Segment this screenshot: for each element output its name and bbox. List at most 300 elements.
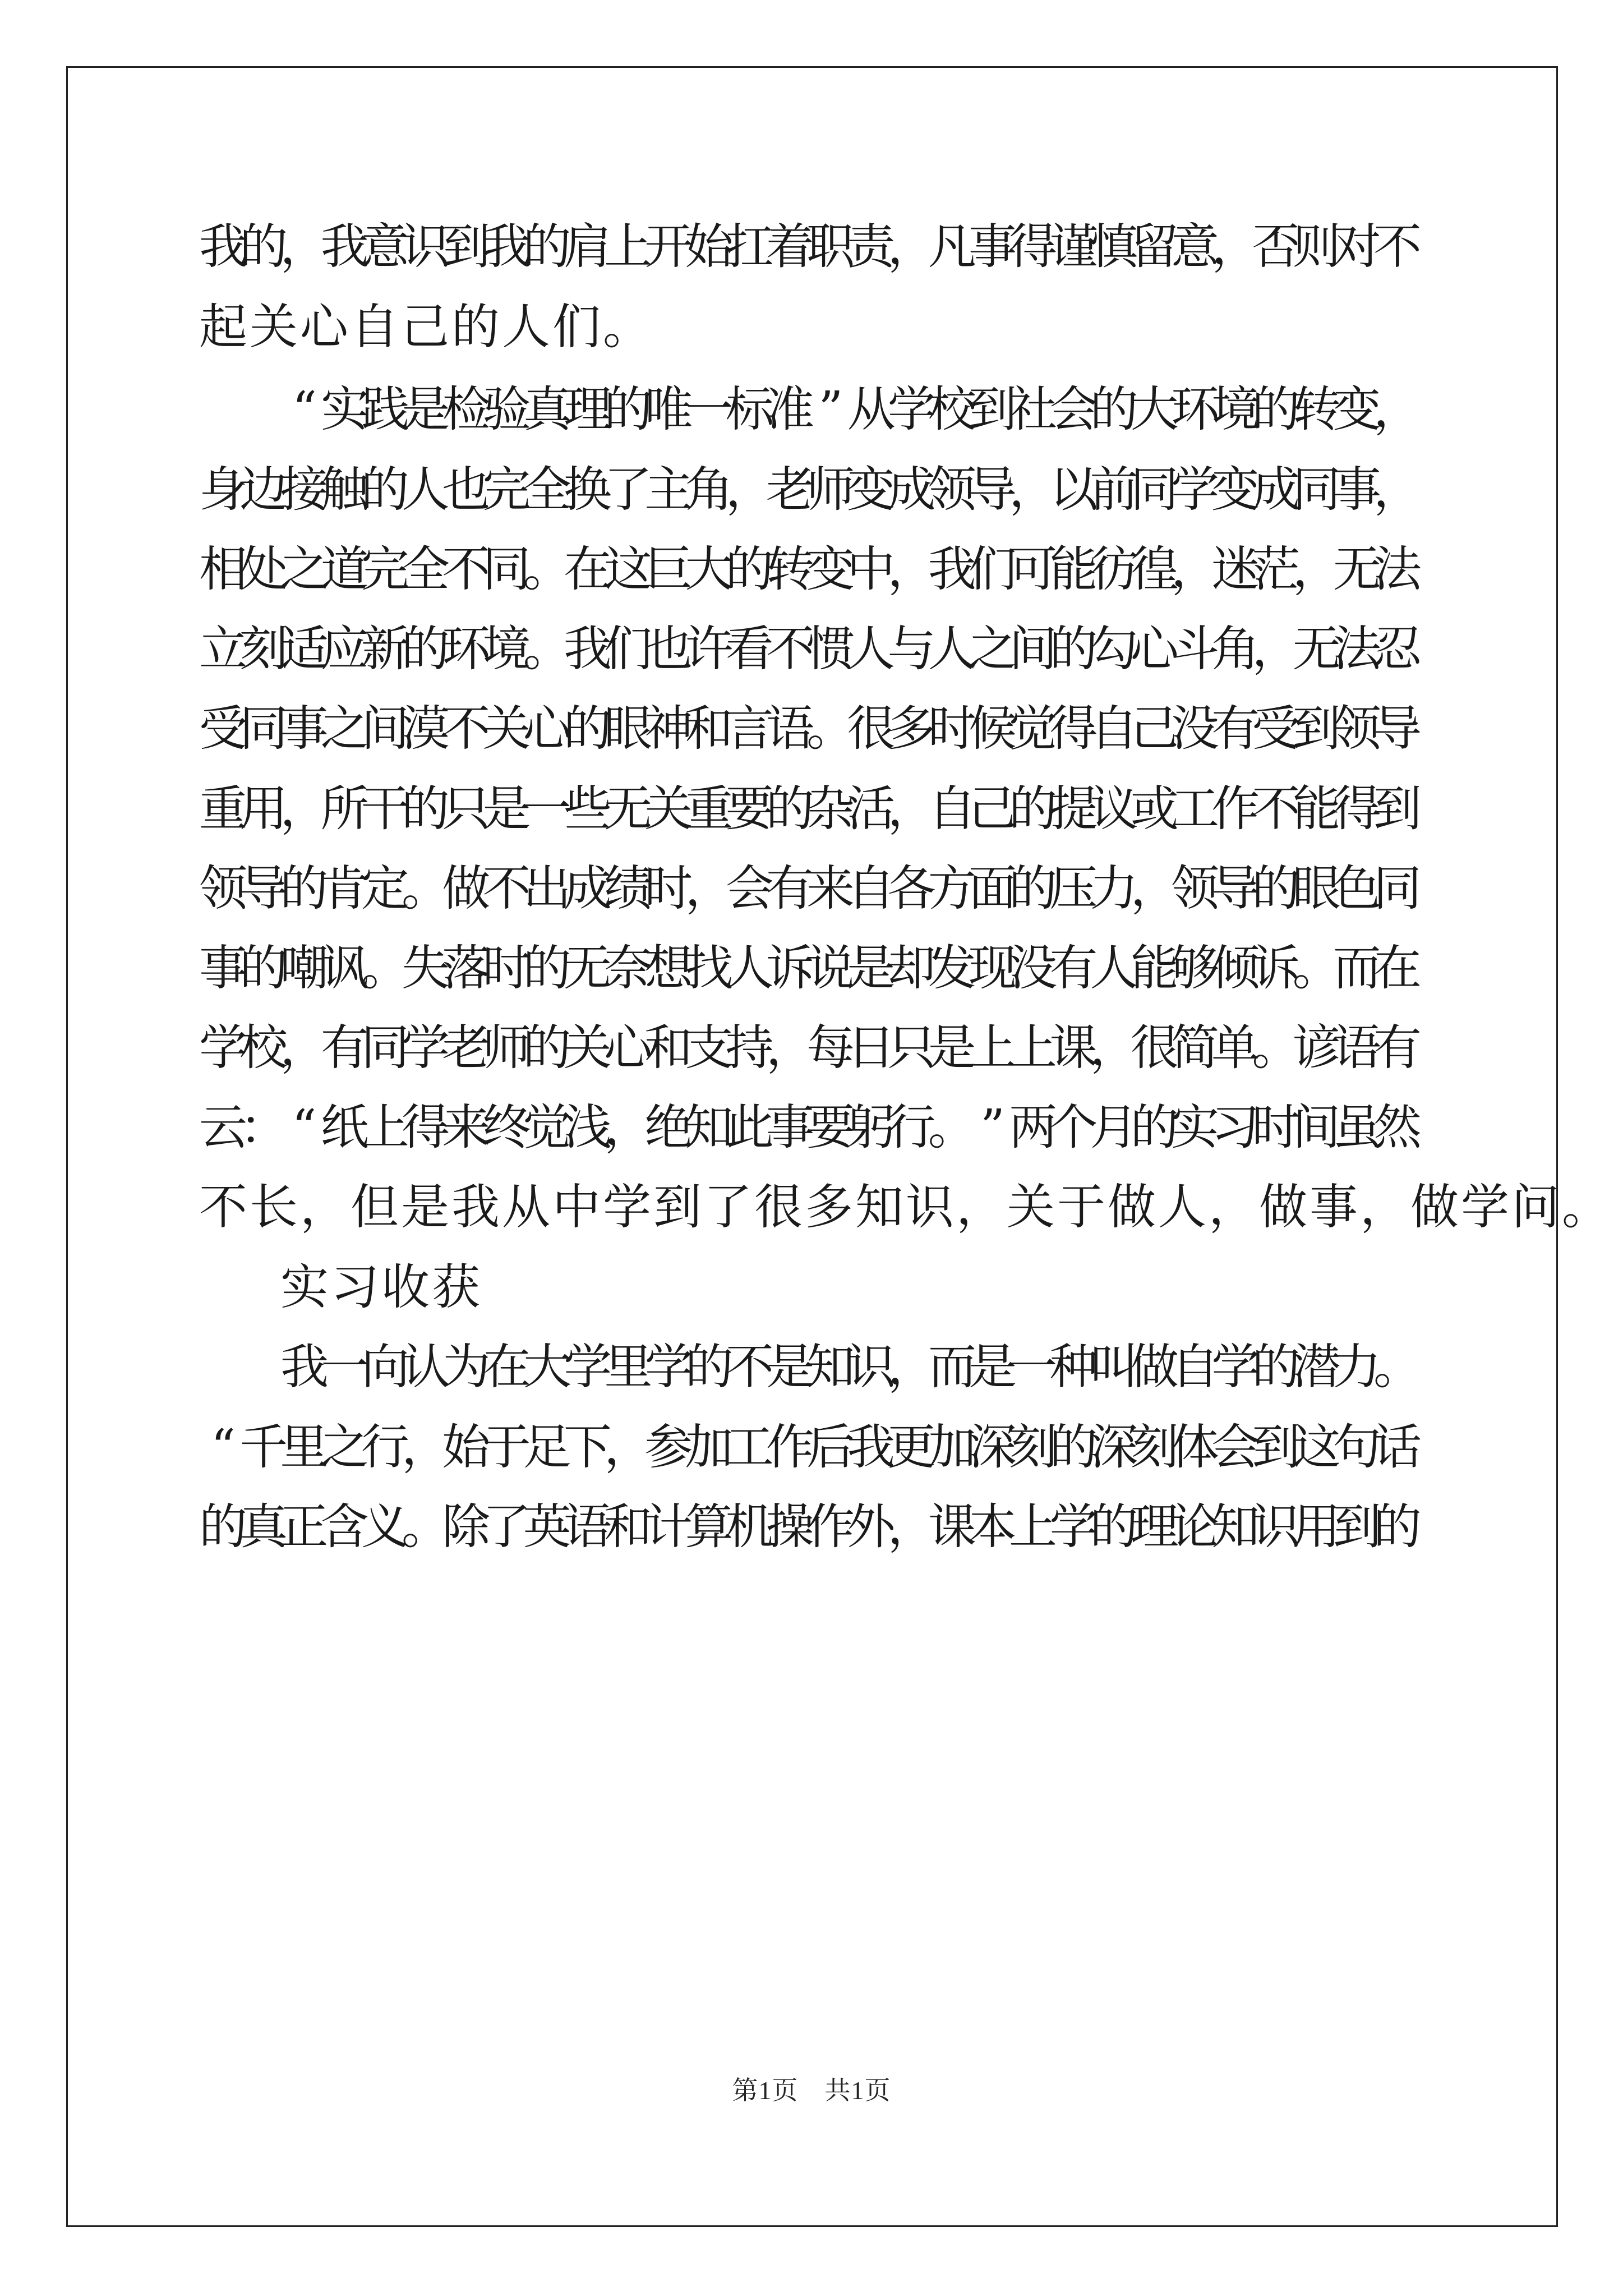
glyph: 不 (1252, 781, 1301, 837)
glyph: 有 (320, 1020, 369, 1076)
glyph: 时 (482, 940, 531, 996)
glyph: 深 (968, 1419, 1017, 1475)
glyph: 之 (280, 541, 329, 597)
glyph: 单 (1211, 1020, 1260, 1076)
glyph: 大 (685, 541, 734, 597)
glyph: 同 (1292, 462, 1341, 518)
glyph: 觉 (1009, 701, 1058, 757)
text-line (199, 1414, 1422, 1481)
glyph: 有 (1211, 701, 1260, 757)
glyph: 们 (552, 299, 601, 355)
glyph: 真 (523, 381, 572, 438)
glyph: 的 (1373, 1499, 1422, 1555)
glyph: 叫 (1090, 1339, 1138, 1395)
glyph: 上 (604, 219, 653, 275)
glyph: 参 (644, 1419, 693, 1475)
glyph: 眼 (604, 701, 653, 757)
glyph: 关 (1007, 1179, 1055, 1235)
glyph: 或 (1130, 781, 1179, 837)
glyph: 环 (442, 621, 491, 677)
glyph: 导 (1211, 861, 1260, 917)
glyph: 。 (1252, 1020, 1301, 1076)
glyph: 着 (766, 219, 814, 275)
glyph: 潜 (1292, 1339, 1341, 1395)
glyph: 候 (968, 701, 1017, 757)
glyph: 学 (887, 381, 936, 438)
glyph: 不 (726, 1339, 774, 1395)
glyph: 持 (725, 1020, 774, 1076)
glyph: ， (280, 219, 329, 275)
glyph: 做 (1130, 1339, 1179, 1395)
glyph: 学 (1049, 1499, 1098, 1555)
glyph: 不 (1373, 219, 1422, 275)
glyph: 学 (1461, 1179, 1509, 1235)
glyph: 虽 (1332, 1099, 1381, 1156)
glyph: 到 (1373, 781, 1422, 837)
glyph: 倾 (1211, 940, 1260, 996)
glyph: 和 (604, 1499, 653, 1555)
glyph: 的 (239, 219, 288, 275)
glyph: 加 (685, 1419, 734, 1475)
glyph: 完 (482, 462, 531, 518)
glyph: 我 (199, 219, 247, 275)
glyph: 的 (1009, 781, 1058, 837)
glyph: 知 (855, 1179, 903, 1235)
glyph: 我 (280, 1339, 329, 1395)
glyph: 绝 (644, 1099, 693, 1156)
glyph: 中 (552, 1179, 601, 1235)
glyph: 上 (1009, 1499, 1058, 1555)
glyph: 机 (725, 1499, 774, 1555)
glyph: 道 (320, 541, 369, 597)
glyph: 导 (1373, 701, 1422, 757)
glyph: 践 (361, 381, 410, 438)
glyph: 关 (482, 701, 531, 757)
glyph: 只 (887, 1020, 936, 1076)
glyph: 用 (1292, 1499, 1341, 1555)
glyph: 处 (239, 541, 288, 597)
text-line (199, 695, 1422, 762)
glyph: 大 (1130, 381, 1179, 438)
glyph: 面 (968, 861, 1017, 917)
glyph: 许 (685, 621, 734, 677)
glyph: 了 (604, 462, 653, 518)
glyph: 身 (199, 462, 247, 518)
glyph: ， (280, 1020, 329, 1076)
glyph: 做 (1259, 1179, 1307, 1235)
glyph: 做 (1108, 1179, 1156, 1235)
glyph: 关 (644, 781, 693, 837)
glyph: 此 (725, 1099, 774, 1156)
text-line (199, 615, 1422, 683)
glyph: 习 (1211, 1099, 1260, 1156)
glyph: 觉 (523, 1099, 571, 1156)
glyph: 英 (523, 1499, 571, 1555)
glyph: 课 (928, 1499, 976, 1555)
glyph: 相 (199, 541, 247, 597)
glyph: 应 (320, 621, 369, 677)
glyph: 的 (239, 940, 288, 996)
glyph: “ (292, 1099, 317, 1156)
glyph: ， (604, 1419, 653, 1475)
glyph: 自 (1090, 701, 1138, 757)
glyph: 会 (1211, 1419, 1260, 1475)
glyph: 肯 (320, 861, 369, 917)
glyph: ， (887, 781, 936, 837)
glyph: 奈 (604, 940, 653, 996)
glyph: 到 (1332, 1499, 1381, 1555)
glyph: 标 (726, 381, 774, 438)
glyph: 里 (280, 1419, 329, 1475)
glyph: 实 (1170, 1099, 1219, 1156)
glyph: 境 (482, 621, 531, 677)
glyph: 识 (906, 1179, 954, 1235)
glyph: 导 (968, 462, 1017, 518)
glyph: 老 (766, 462, 814, 518)
glyph: 和 (644, 1020, 693, 1076)
glyph: ， (1130, 861, 1179, 917)
glyph: 要 (725, 781, 774, 837)
glyph: 提 (1049, 781, 1098, 837)
glyph: 我 (563, 621, 612, 677)
glyph: 体 (1170, 1419, 1219, 1475)
glyph: 人 (928, 621, 976, 677)
glyph: 的 (451, 299, 500, 355)
glyph: 深 (1090, 1419, 1138, 1475)
glyph: 的 (1049, 1419, 1098, 1475)
glyph: 出 (523, 861, 571, 917)
glyph: 正 (280, 1499, 329, 1555)
glyph: ， (280, 781, 329, 837)
glyph: 领 (199, 861, 247, 917)
glyph: 来 (442, 1099, 491, 1156)
glyph: 的 (1252, 1339, 1301, 1395)
glyph: ， (1292, 541, 1341, 597)
glyph: 以 (1049, 462, 1098, 518)
glyph: 不 (442, 701, 491, 757)
glyph: ， (887, 1499, 936, 1555)
glyph: 。 (523, 621, 571, 677)
glyph: 刻 (239, 621, 288, 677)
glyph: 有 (1049, 940, 1098, 996)
glyph: 变 (1332, 381, 1381, 438)
glyph: 己 (968, 781, 1017, 837)
glyph: 知 (806, 1339, 855, 1395)
glyph: 终 (482, 1099, 531, 1156)
glyph: 语 (1332, 1020, 1381, 1076)
glyph: 发 (928, 940, 976, 996)
glyph: 了 (704, 1179, 752, 1235)
glyph: 真 (239, 1499, 288, 1555)
glyph: 加 (928, 1419, 976, 1475)
glyph: 。 (1292, 940, 1341, 996)
glyph: 会 (1049, 381, 1098, 438)
glyph: 我 (482, 219, 531, 275)
glyph: 惯 (806, 621, 855, 677)
glyph: 识 (1252, 1499, 1301, 1555)
glyph: 的 (1252, 381, 1301, 438)
glyph: 谚 (1292, 1020, 1341, 1076)
glyph: 刻 (1009, 1419, 1058, 1475)
glyph: 无 (1292, 621, 1341, 677)
glyph: 多 (887, 701, 936, 757)
glyph: ， (1211, 219, 1260, 275)
glyph: “ (292, 381, 317, 438)
glyph: 自 (847, 861, 896, 917)
glyph: 的 (361, 462, 409, 518)
glyph: 勾 (1090, 621, 1138, 677)
glyph: 角 (1211, 621, 1260, 677)
glyph: 论 (1170, 1499, 1219, 1555)
glyph: 各 (887, 861, 936, 917)
glyph: ， (402, 1419, 450, 1475)
glyph: 的 (1009, 861, 1058, 917)
glyph: 事 (1332, 462, 1381, 518)
glyph: 语 (766, 701, 814, 757)
glyph: 时 (1252, 1099, 1301, 1156)
glyph: 理 (564, 381, 612, 438)
glyph: 上 (968, 1020, 1017, 1076)
glyph: 无 (1332, 541, 1381, 597)
text-line (199, 1333, 1422, 1401)
glyph: 事 (1310, 1179, 1358, 1235)
glyph: 检 (442, 381, 491, 438)
glyph: 之 (320, 1419, 369, 1475)
glyph: 一 (523, 781, 571, 837)
glyph: 现 (968, 940, 1017, 996)
glyph: 算 (685, 1499, 734, 1555)
glyph: 学 (603, 1179, 651, 1235)
glyph: 我 (847, 1419, 896, 1475)
glyph: 的 (280, 861, 329, 917)
glyph: 接 (280, 462, 329, 518)
glyph: 的 (1049, 621, 1098, 677)
glyph: 有 (766, 861, 814, 917)
glyph: 向 (361, 1339, 410, 1395)
glyph: 肩 (563, 219, 612, 275)
glyph: 没 (1170, 701, 1219, 757)
glyph: 眼 (1292, 861, 1341, 917)
glyph: 己 (1130, 701, 1179, 757)
glyph: 转 (766, 541, 814, 597)
glyph: 事 (199, 940, 247, 996)
glyph: 方 (928, 861, 976, 917)
glyph: 同 (482, 541, 531, 597)
glyph: 很 (847, 701, 896, 757)
glyph: 完 (361, 541, 409, 597)
glyph: 环 (1171, 381, 1220, 438)
glyph: 巨 (644, 541, 693, 597)
glyph: 角 (685, 462, 734, 518)
glyph: “ (211, 1419, 236, 1475)
glyph: 后 (806, 1419, 855, 1475)
glyph: 间 (1292, 1099, 1341, 1156)
glyph: 上 (1009, 1020, 1058, 1076)
glyph: 到 (969, 381, 1017, 438)
glyph: 。 (603, 299, 651, 355)
glyph: 谨 (1049, 219, 1098, 275)
glyph: 导 (239, 861, 288, 917)
glyph: 纸 (320, 1099, 369, 1156)
glyph: 失 (402, 940, 450, 996)
glyph: 里 (604, 1339, 653, 1395)
glyph: 神 (644, 701, 693, 757)
glyph: 心 (604, 1020, 653, 1076)
glyph: 而 (928, 1339, 976, 1395)
glyph: 间 (1009, 621, 1058, 677)
glyph: 是 (969, 1339, 1017, 1395)
glyph: 压 (1049, 861, 1098, 917)
text-line (199, 775, 1422, 843)
glyph: 在 (1373, 940, 1422, 996)
glyph: 些 (563, 781, 612, 837)
glyph: 准 (766, 381, 815, 438)
glyph: 实 (280, 1259, 329, 1315)
glyph: 关 (563, 1020, 612, 1076)
glyph: 也 (644, 621, 693, 677)
text-line (199, 1094, 1422, 1161)
text-line (199, 293, 1422, 361)
glyph: 。 (928, 1099, 976, 1156)
glyph: 起 (199, 299, 247, 355)
glyph: 想 (644, 940, 693, 996)
glyph: 讽 (320, 940, 369, 996)
glyph: 于 (1057, 1179, 1105, 1235)
glyph: 找 (685, 940, 734, 996)
glyph: 重 (685, 781, 734, 837)
glyph: 作 (806, 1499, 855, 1555)
glyph: 的 (563, 701, 612, 757)
glyph: 到 (1292, 701, 1341, 757)
glyph: 间 (361, 701, 409, 757)
glyph: 刻 (1130, 1419, 1179, 1475)
glyph: 人 (502, 299, 550, 355)
glyph: 很 (1130, 1020, 1179, 1076)
glyph: 在 (563, 541, 612, 597)
glyph: 们 (968, 541, 1017, 597)
text-line (199, 855, 1422, 922)
glyph: 变 (806, 541, 855, 597)
glyph: 的 (1090, 381, 1138, 438)
glyph: 但 (351, 1179, 399, 1235)
glyph: 领 (1170, 861, 1219, 917)
glyph: 自 (351, 299, 399, 355)
glyph: 受 (199, 701, 247, 757)
glyph: 的 (725, 541, 774, 597)
glyph: ， (725, 462, 774, 518)
glyph: 事 (280, 701, 329, 757)
glyph: 操 (766, 1499, 814, 1555)
text-line (199, 536, 1422, 603)
glyph: 能 (1049, 541, 1098, 597)
glyph: ， (1373, 381, 1422, 438)
glyph: 变 (847, 462, 896, 518)
glyph: 长 (250, 1179, 298, 1235)
text-line (199, 1493, 1422, 1561)
glyph: 会 (725, 861, 774, 917)
glyph: 的 (766, 781, 814, 837)
glyph: 下 (563, 1419, 612, 1475)
glyph: 之 (320, 701, 369, 757)
glyph: ， (604, 1099, 653, 1156)
glyph: 言 (725, 701, 774, 757)
glyph: 到 (1252, 1419, 1301, 1475)
glyph: 时 (644, 861, 693, 917)
glyph: 从 (847, 381, 896, 438)
glyph: 云 (199, 1099, 247, 1156)
glyph: 。 (402, 1499, 450, 1555)
glyph: 新 (361, 621, 409, 677)
glyph: 我 (451, 1179, 500, 1235)
glyph: 支 (685, 1020, 734, 1076)
glyph: ， (1252, 621, 1301, 677)
glyph: 同 (239, 701, 288, 757)
glyph: 边 (239, 462, 288, 518)
glyph: 意 (361, 219, 409, 275)
glyph: 简 (1170, 1020, 1219, 1076)
glyph: 的 (1252, 861, 1301, 917)
glyph: 校 (239, 1020, 288, 1076)
glyph: 之 (968, 621, 1017, 677)
glyph: 心 (1130, 621, 1179, 677)
glyph: 每 (806, 1020, 855, 1076)
text-line (199, 213, 1422, 280)
glyph: 触 (320, 462, 369, 518)
glyph: 色 (1332, 861, 1381, 917)
glyph: 老 (442, 1020, 491, 1076)
glyph: 够 (1170, 940, 1219, 996)
glyph: 慎 (1090, 219, 1138, 275)
glyph: ， (766, 1020, 814, 1076)
page-footer: 第1页 共1页 (732, 2076, 891, 2105)
glyph: 本 (968, 1499, 1017, 1555)
glyph: 转 (1292, 381, 1341, 438)
glyph: 这 (604, 541, 653, 597)
glyph: 成 (563, 861, 612, 917)
glyph: 能 (1292, 781, 1341, 837)
glyph: 得 (1009, 219, 1058, 275)
glyph: 力 (1332, 1339, 1381, 1395)
glyph: 从 (502, 1179, 550, 1235)
text-line (199, 456, 1422, 523)
glyph: 的 (402, 781, 450, 837)
glyph: 除 (442, 1499, 491, 1555)
glyph: ” (818, 381, 843, 438)
glyph: 意 (1170, 219, 1219, 275)
glyph: 不 (199, 1179, 247, 1235)
glyph: 义 (361, 1499, 409, 1555)
glyph: 学 (644, 1339, 693, 1395)
glyph: ， (887, 1339, 936, 1395)
glyph: 问 (1511, 1179, 1560, 1235)
glyph: 中 (847, 541, 896, 597)
glyph: 计 (644, 1499, 693, 1555)
glyph: 立 (199, 621, 247, 677)
glyph: 行 (361, 1419, 409, 1475)
glyph: 足 (523, 1419, 571, 1475)
glyph: 成 (887, 462, 936, 518)
glyph: 社 (1009, 381, 1058, 438)
glyph: 的 (523, 219, 571, 275)
glyph: 。 (806, 701, 855, 757)
glyph: 诉 (1252, 940, 1301, 996)
glyph: 大 (523, 1339, 572, 1395)
glyph: 人 (1090, 940, 1138, 996)
glyph: 始 (442, 1419, 491, 1475)
glyph: 事 (968, 219, 1017, 275)
glyph: ， (1209, 1179, 1257, 1235)
glyph: 唯 (644, 381, 693, 438)
